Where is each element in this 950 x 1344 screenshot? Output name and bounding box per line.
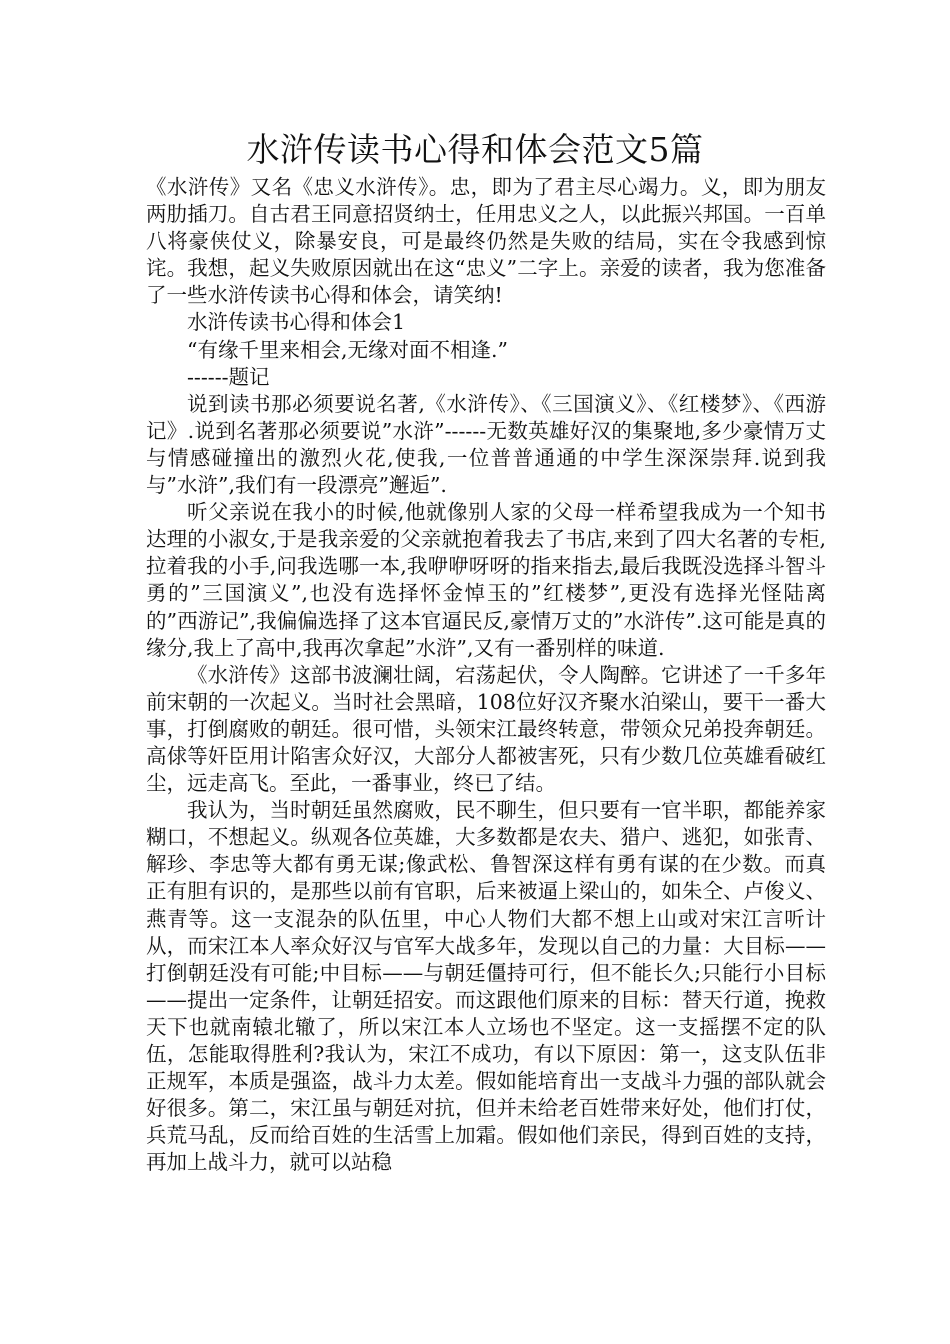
document-title: 水浒传读书心得和体会范文5篇 [246, 130, 704, 169]
epigraph-attribution: ------题记 [187, 364, 270, 389]
body-paragraph: 我认为，当时朝廷虽然腐败，民不聊生，但只要有一官半职，都能养家糊口，不想起义。纵观各位英雄，大多数都是农夫、猎户、逃犯，如张青、解珍、李忠等大都有勇无谋;像武松、鲁智深这样有勇有谋的在少数。而真正有胆有识的，是那些以前有官职，后来被逼上梁山的，如朱仝、卢俊义、燕青等。这一支混杂的队伍里，中心人物们大都不想上山或对宋江言听计从，而宋江本人率众好汉与官军大战多年，发现以自己的力量：大目标——打倒朝廷没有可能;中目标——与朝廷僵持可行，但不能长久;只能行小目标——提出一定条件，让朝廷招安。而这跟他们原来的目标：替天行道，挽救天下也就南辕北辙了，所以宋江本人立场也不坚定。这一支摇摆不定的队伍，怎能取得胜利?我认为，宋江不成功，有以下原因：第一，这支队伍非正规军，本质是强盗，战斗力太差。假如能培育出一支战斗力强的部队就会好很多。第二，宋江虽与朝廷对抗，但并未给老百姓带来好处，他们打仗，兵荒马乱，反而给百姓的生活雪上加霜。假如他们亲民，得到百姓的支持，再加上战斗力，就可以站稳 [146, 798, 826, 1175]
intro-paragraph: 《水浒传》又名《忠义水浒传》。忠，即为了君主尽心竭力。义，即为朋友两肋插刀。自古君王同意招贤纳士，任用忠义之人，以此振兴邦国。一百单八将豪侠仗义，除暴安良，可是最终仍然是失败的结局，实在令我感到惊诧。我想，起义失败原因就出在这“忠义”二字上。亲爱的读者，我为您准备了一些水浒传读书心得和体会，请笑纳! [146, 175, 826, 308]
epigraph-quote: “有缘千里来相会,无缘对面不相逢.” [187, 337, 508, 362]
document-body [146, 174, 826, 1176]
body-paragraph: 听父亲说在我小的时候,他就像别人家的父母一样希望我成为一个知书达理的小淑女,于是我亲爱的父亲就抱着我去了书店,来到了四大名著的专柜,拉着我的小手,问我选哪一本,我咿咿呀呀的指来指去,最后我既没选择斗智斗勇的”三国演义”,也没有选择怀金悼玉的”红楼梦”,更没有选择光怪陆离的”西游记”,我偏偏选择了这本官逼民反,豪情万丈的”水浒传”.这可能是真的缘分,我上了高中,我再次拿起”水浒”,又有一番别样的味道. [146, 500, 826, 660]
body-paragraph: 《水浒传》这部书波澜壮阔，宕荡起伏，令人陶醉。它讲述了一千多年前宋朝的一次起义。当时社会黑暗，108位好汉齐聚水泊梁山，要干一番大事，打倒腐败的朝廷。很可惜，头领宋江最终转意，带领众兄弟投奔朝廷。高俅等奸臣用计陷害众好汉，大部分人都被害死，只有少数几位英雄看破红尘，远走高飞。至此，一番事业，终已了结。 [146, 662, 826, 796]
body-paragraph: 说到读书那必须要说名著,《水浒传》、《三国演义》、《红楼梦》、《西游记》.说到名著那必须要说”水浒”------无数英雄好汉的集聚地,多少豪情万丈与情感碰撞出的激烈火花,使我,一位普普通通的中学生深深崇拜.说到我与”水浒”,我们有一段漂亮”邂逅”. [146, 391, 826, 498]
section-heading: 水浒传读书心得和体会1 [187, 310, 406, 335]
